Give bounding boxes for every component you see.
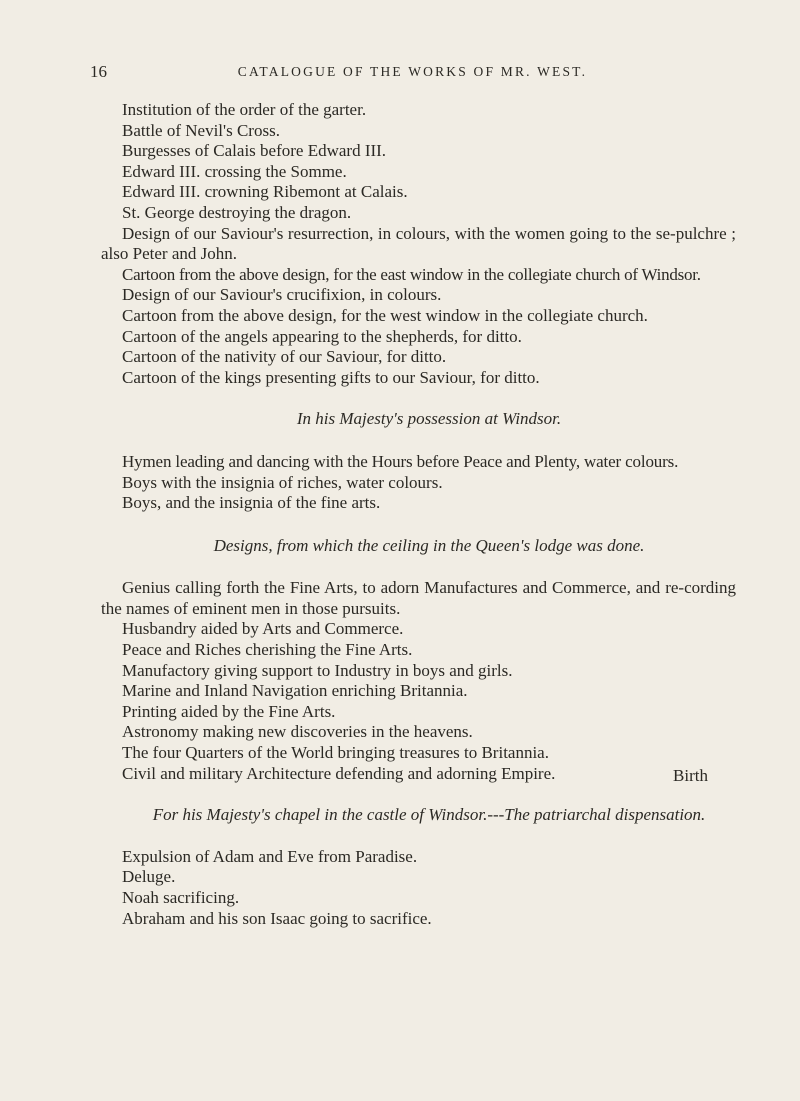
- page-header: [0, 62, 800, 84]
- section-heading: In his Majesty's possession at Windsor.: [296, 409, 562, 429]
- catalogue-entry: Hymen leading and dancing with the Hours before Peace and Plenty, water colours.: [122, 451, 679, 471]
- catalogue-entry: Peace and Riches cherishing the Fine Arts.: [122, 640, 413, 660]
- section-heading: For his Majesty's chapel in the castle of Windsor.---The patriarchal dispensation.: [152, 805, 706, 825]
- catalogue-entry: Noah sacrificing.: [122, 888, 240, 907]
- catalogue-entry: Deluge.: [122, 867, 176, 887]
- catalogue-entry: Expulsion of Adam and Eve from Paradise.: [122, 846, 418, 866]
- catalogue-entry: Cartoon from the above design, for the east window in the collegiate church of Windsor.: [122, 264, 701, 284]
- catalogue-entry: Astronomy making new discoveries in the heavens.: [122, 722, 473, 742]
- catalogue-entry: Edward III. crossing the Somme.: [122, 161, 347, 181]
- catalogue-entry: Burgesses of Calais before Edward III.: [122, 141, 387, 161]
- catalogue-entry: Genius calling forth the Fine Arts, to adorn Manufactures and Commerce, and re-cording the names of eminent men in those pursuits.: [101, 578, 736, 618]
- catalogue-entry: Printing aided by the Fine Arts.: [122, 701, 336, 721]
- catalogue-entry: Edward III. crowning Ribemont at Calais.: [122, 182, 408, 202]
- catalogue-entry: Cartoon of the kings presenting gifts to our Saviour, for ditto.: [122, 367, 540, 387]
- catalogue-entry: Abraham and his son Isaac going to sacrifice.: [122, 908, 432, 928]
- catalogue-entry: The four Quarters of the World bringing treasures to Britannia.: [122, 743, 549, 763]
- catalogue-entry: Boys with the insignia of riches, water colours.: [122, 472, 443, 492]
- catalogue-entry: Institution of the order of the garter.: [122, 100, 367, 119]
- catalogue-entry: St. George destroying the dragon.: [122, 202, 352, 222]
- catalogue-entry: Cartoon of the angels appearing to the shepherds, for ditto.: [122, 326, 522, 346]
- catalogue-entry: Design of our Saviour's crucifixion, in colours.: [122, 285, 442, 305]
- running-head: CATALOGUE OF THE WORKS OF MR. WEST.: [237, 64, 588, 79]
- catalogue-entry: Husbandry aided by Arts and Commerce.: [122, 619, 404, 639]
- section-heading: Designs, from which the ceiling in the Queen's lodge was done.: [213, 535, 645, 555]
- catalogue-entry: Marine and Inland Navigation enriching Britannia.: [122, 681, 468, 701]
- catalogue-entry: Manufactory giving support to Industry in boys and girls.: [122, 660, 513, 680]
- page-number: 16: [90, 62, 107, 81]
- catchword: Birth: [673, 766, 708, 785]
- catalogue-entry: Civil and military Architecture defending and adorning Empire.: [122, 763, 556, 783]
- catalogue-entry: Cartoon of the nativity of our Saviour, for ditto.: [122, 347, 447, 367]
- catalogue-body: [101, 100, 736, 929]
- catalogue-entry: Boys, and the insignia of the fine arts.: [122, 493, 381, 513]
- catalogue-entry: Design of our Saviour's resurrection, in colours, with the women going to the se-pulchre ; also Peter and John.: [101, 223, 736, 264]
- catalogue-entry: Battle of Nevil's Cross.: [122, 120, 280, 140]
- catalogue-entry: Cartoon from the above design, for the west window in the collegiate church.: [122, 305, 648, 325]
